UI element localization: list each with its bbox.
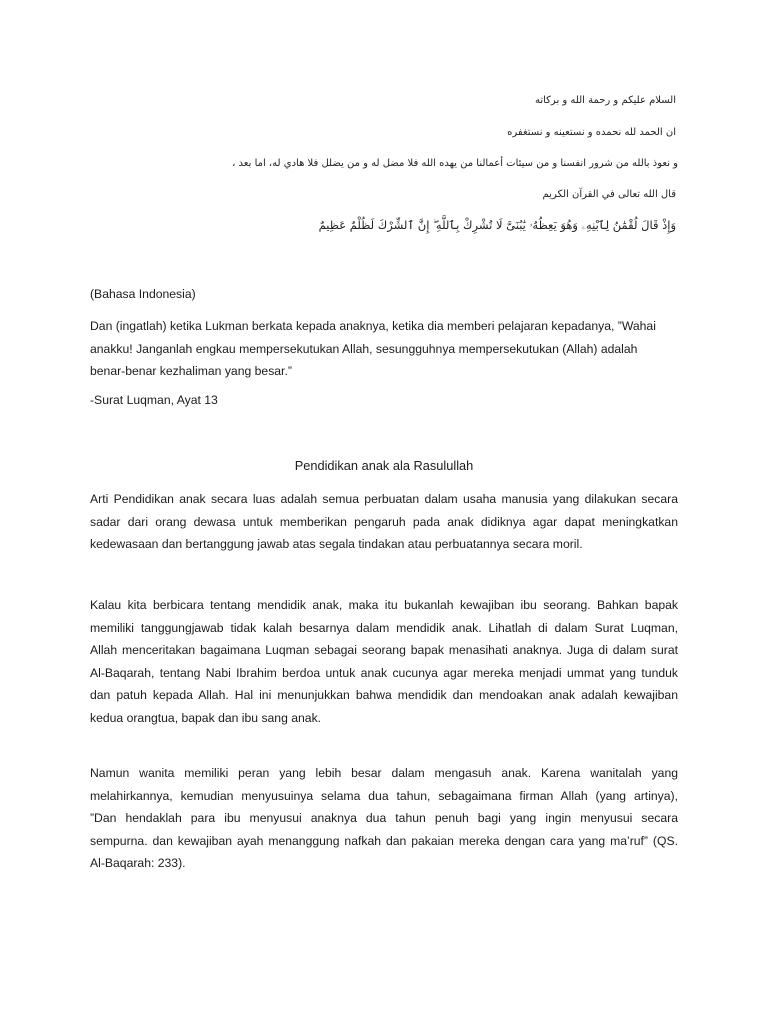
paragraph-line: kedua orangtua, bapak dan ibu sang anak.	[90, 710, 322, 725]
paragraph-2	[90, 594, 678, 729]
arabic-qala: قال الله تعالى في القرآن الكريم	[542, 189, 676, 200]
paragraph-line: Namun wanita memiliki peran yang lebih besar dalam mengasuh anak. Karena wanitalah yang	[90, 766, 678, 780]
verse-source: -Surat Luqman, Ayat 13	[90, 393, 218, 407]
arabic-audhu: و نعوذ بالله من شرور انفسنا و من سيئات أعمالنا من يهده الله فلا مضل له و من يضلل فلا هادي له، اما بعد ،	[232, 158, 678, 169]
translation-line: anakku! Janganlah engkau mempersekutukan Allah, sesungguhnya mempersekutukan (Allah) adalah	[90, 341, 638, 356]
paragraph-line: Al-Baqarah, tentang Nabi Ibrahim berdoa untuk anak cucunya agar mereka menjadi ummat yang tunduk	[90, 665, 678, 680]
paragraph-line: Kalau kita berbicara tentang mendidik anak, maka itu bukanlah kewajiban ibu seorang. Bahkan bapak	[90, 598, 678, 612]
paragraph-line: sadar dari orang dewasa untuk memberikan pengaruh pada anak didiknya agar dapat meningkatkan	[90, 514, 678, 529]
paragraph-1	[90, 488, 678, 556]
paragraph-line: kedewasaan dan bertanggung jawab atas segala tindakan atau perbuatannya secara moril.	[90, 537, 583, 551]
translation-label: (Bahasa Indonesia)	[90, 287, 196, 301]
paragraph-line: Al-Baqarah: 233).	[90, 856, 186, 870]
translation-line: Dan (ingatlah) ketika Lukman berkata kepada anaknya, ketika dia memberi pelajaran kepadanya, ”Wahai	[90, 319, 656, 333]
paragraph-line: sempurna. dan kewajiban ayah menanggung nafkah dan pakaian mereka dengan cara yang ma’ruf” (QS.	[90, 833, 678, 848]
paragraph-line: Arti Pendidikan anak secara luas adalah semua perbuatan dalam usaha manusia yang dilakukan secara	[90, 492, 678, 506]
quran-verse: وَإِذْ قَالَ لُقْمَٰنُ لِٱبْنِهِۦ وَهُوَ يَعِظُهُۥ يَٰبُنَىَّ لَا تُشْرِكْ بِٱللَّهِ ۖ إِنَّ ٱلشِّرْكَ لَظُلْمٌ عَظِيمٌ	[318, 218, 676, 232]
translation-text	[90, 315, 678, 383]
paragraph-line: memiliki tanggungjawab tidak kalah besarnya dalam mendidik anak. Lihatlah di dalam Surat Luqman,	[90, 620, 678, 635]
paragraph-line: dan patuh kepada Allah. Hal ini menunjukkan bahwa mendidik dan mendoakan anak adalah kewajiban	[90, 688, 678, 702]
arabic-greeting: السلام عليكم و رحمة الله و بركاته	[534, 95, 676, 106]
paragraph-line: melahirkannya, kemudian menyusuinya selama dua tahun, sebagaimana firman Allah (yang artinya),	[90, 788, 678, 803]
arabic-hamd: ان الحمد لله نحمده و نستعينه و نستغفره	[507, 127, 676, 138]
translation-line: benar-benar kezhaliman yang besar.”	[90, 364, 292, 378]
paragraph-line: Allah menceritakan bagaimana Luqman sebagai seorang bapak menasihati anaknya. Juga di dalam surat	[90, 643, 678, 657]
section-heading: Pendidikan anak ala Rasulullah	[294, 458, 474, 473]
paragraph-3	[90, 762, 678, 875]
paragraph-line: ”Dan hendaklah para ibu menyusui anaknya dua tahun penuh bagi yang ingin menyusui secara	[90, 811, 678, 825]
